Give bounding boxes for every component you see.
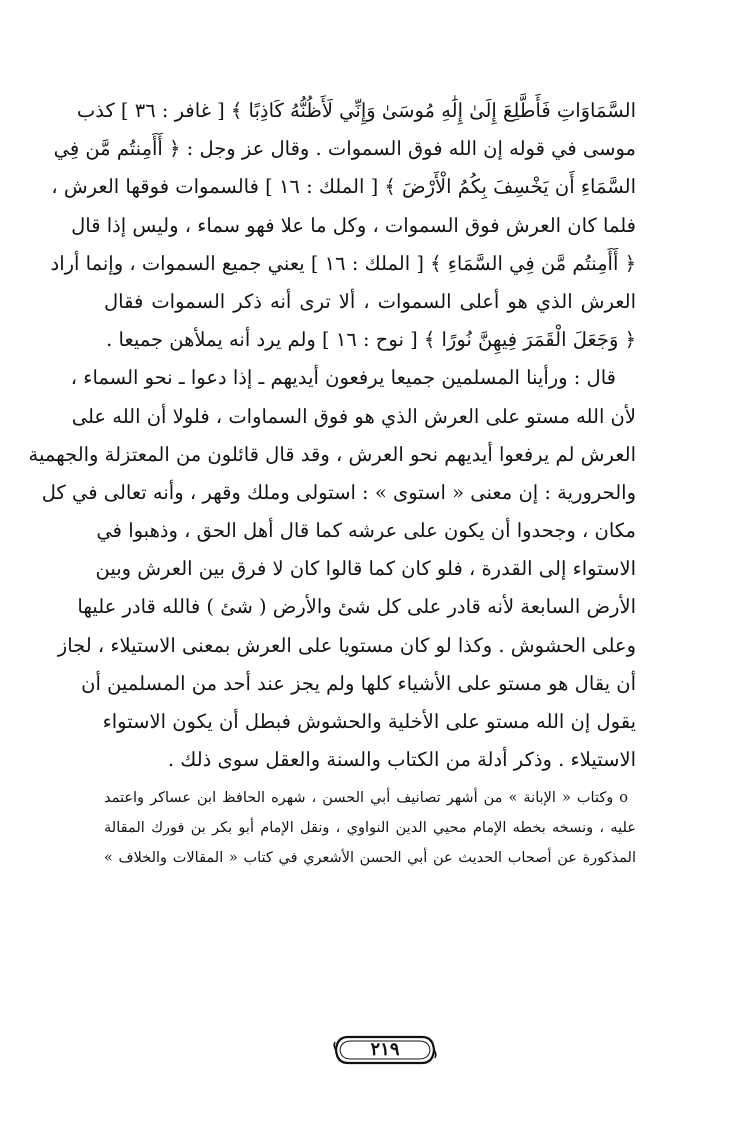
footnote-line: عليه ، ونسخه بخطه الإمام محيي الدين النواوي ، ونقل الإمام أبو بكر بن فورك المقالة [104, 820, 636, 837]
text-line: العرش الذي هو أعلى السموات ، ألا ترى أنه ذكر السموات فقال [104, 289, 636, 313]
text-line: فلما كان العرش فوق السموات ، وكل ما علا فهو سماء ، وليس إذا قال [71, 213, 636, 237]
text-line: قال : ورأينا المسلمين جميعا يرفعون أيديهم ـ إذا دعوا ـ نحو السماء ، [70, 366, 616, 390]
text-line: أن يقال هو مستو على الأشياء كلها ولم يجز عند أحد من المسلمين أن [81, 671, 636, 695]
text-line: وعلى الحشوش . وكذا لو كان مستويا على العرش بمعنى الاستيلاء ، لجاز [57, 633, 636, 657]
footnote-line: o وكتاب « الإبانة » من أشهر تصانيف أبي الحسن ، شهره الحافظ ابن عساكر واعتمد [104, 790, 628, 807]
text-line: السَّمَاوَاتِ فَأَطَّلِعَ إِلَىٰ إِلَٰهِ مُوسَىٰ وَإِنِّي لَأَظُنُّهُ كَاذِبًا ﴾ [ غافر : ٣٦ ] كذب [76, 99, 636, 122]
text-line: يقول إن الله مستو على الأخلية والحشوش فبطل أن يكون الاستواء [102, 710, 636, 733]
text-line: مكان ، وجحدوا أن يكون على عرشه كما قال أهل الحق ، وذهبوا في [96, 519, 636, 543]
text-line: الاستيلاء . وذكر أدلة من الكتاب والسنة والعقل سوى ذلك . [167, 748, 636, 772]
text-line: لأن الله مستو على العرش الذي هو فوق السماوات ، فلولا أن الله على [71, 404, 636, 428]
text-line: الاستواء إلى القدرة ، فلو كان كما قالوا كان لا فرق بين العرش وبين [95, 557, 636, 581]
text-line: ﴿ وَجَعَلَ الْقَمَرَ فِيهِنَّ نُورًا ﴾ [ نوح : ١٦ ] ولم يرد أنه يملأهن جميعا . [106, 328, 636, 352]
footnote-line: المذكورة عن أصحاب الحديث عن أبي الحسن الأشعري في كتاب « المقالات والخلاف » [104, 850, 636, 867]
main-text [28, 92, 636, 779]
text-line: موسى في قوله إن الله فوق السموات . وقال عز وجل : ﴿ أَأَمِنتُم مَّن فِي [53, 137, 636, 161]
page-number-ornament [334, 1031, 436, 1069]
text-line: السَّمَاءِ أَن يَخْسِفَ بِكُمُ الْأَرْضَ ﴾ [ الملك : ١٦ ] فالسموات فوقها العرش ، [51, 175, 636, 199]
page-number: ٢١٩ [370, 1039, 400, 1060]
text-line: والحرورية : إن معنى « استوى » : استولى وملك وقهر ، وأنه تعالى في كل [41, 480, 636, 504]
text-line: ﴿ أَأَمِنتُم مَّن فِي السَّمَاءِ ﴾ [ الملك : ١٦ ] يعني جميع السموات ، وإنما أراد [50, 251, 636, 275]
text-line: العرش لم يرفعوا أيديهم نحو العرش ، وقد قال قائلون من المعتزلة والجهمية [28, 442, 636, 466]
footnote-block [104, 783, 636, 873]
text-line: الأرض السابعة لأنه قادر على كل شئ والأرض ( شئ ) فالله قادر عليها [77, 595, 636, 619]
page-body [28, 92, 636, 873]
